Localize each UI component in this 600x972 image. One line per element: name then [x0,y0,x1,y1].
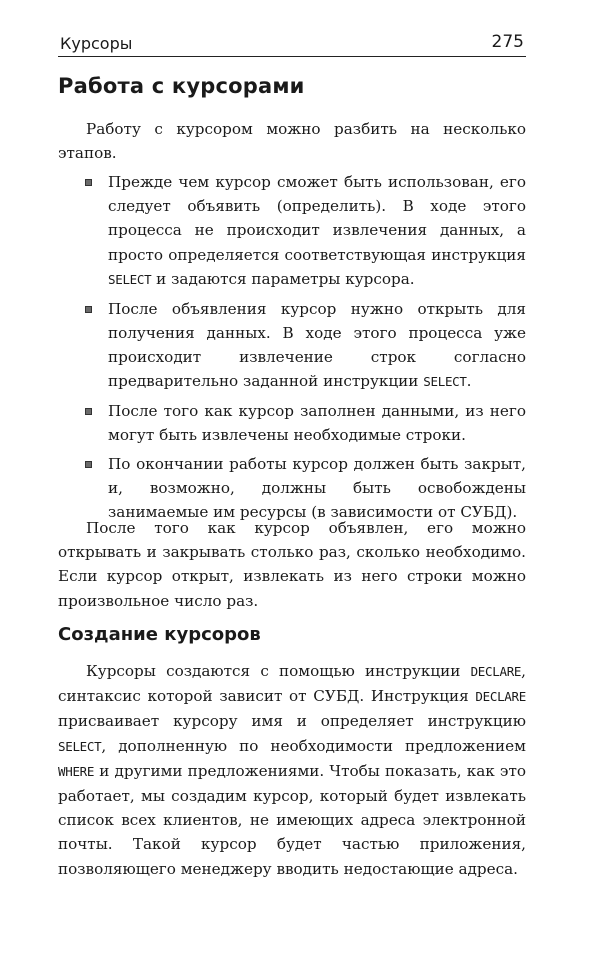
list-item-text: По окончании работы курсор должен быть закрыт, и, возможно, должны быть освобождены занимаемые им ресурсы (в зависимости от СУБД). [108,454,526,522]
list-item [84,452,526,525]
list-item-text: Прежде чем курсор сможет быть использован, его следует объявить (определить). В ходе этого процесса не происходит извлечения данных, а просто определяется соответствующая инструкция SELECT и задаются параметры курсора. [108,173,526,288]
sql-keyword: DECLARE [470,664,522,679]
list-item [84,297,526,395]
sql-keyword: SELECT [58,738,102,754]
square-bullet-icon [85,461,92,468]
cursor-steps-list [84,170,526,529]
intro-paragraph: Работу с курсором можно разбить на несколько этапов. [58,120,526,163]
sql-keyword: WHERE [58,763,95,779]
after-list-paragraph: После того как курсор объявлен, его можно открывать и закрывать столько раз, сколько необходимо. Если курсор открыт, извлекать из него строки можно произвольное число раз. [58,519,526,610]
running-header [58,30,526,57]
list-item [84,399,526,447]
square-bullet-icon [85,408,92,415]
page-number: 275 [491,32,524,52]
square-bullet-icon [85,306,92,313]
list-item-text: После объявления курсор нужно открыть для получения данных. В ходе этого процесса уже происходит извлечение строк согласно предварительно заданной инструкции SELECT. [108,299,526,391]
creation-paragraph: Курсоры создаются с помощью инструкции DECLARE, синтаксис которой зависит от СУБД. Инструкция DECLARE присваивает курсору имя и определяет инструкцию SELECT, дополненную по необходимости предложением WHERE и другими предложениями. Чтобы показать, как это работает, мы создадим курсор, который будет извлекать список всех клиентов, не имеющих адреса электронной почты. Такой курсор будет частью приложения, позволяющего менеджеру вводить недостающие адреса. [58,662,526,878]
list-item-text: После того как курсор заполнен данными, из него могут быть извлечены необходимые строки. [108,401,526,445]
square-bullet-icon [85,179,92,186]
sql-keyword: SELECT [423,374,467,390]
sql-keyword: DECLARE [475,689,526,705]
sql-keyword: SELECT [108,271,152,287]
chapter-title: Курсоры [60,34,133,53]
subsection-title: Создание курсоров [58,624,261,645]
section-title: Работа с курсорами [58,74,305,98]
list-item [84,170,526,292]
